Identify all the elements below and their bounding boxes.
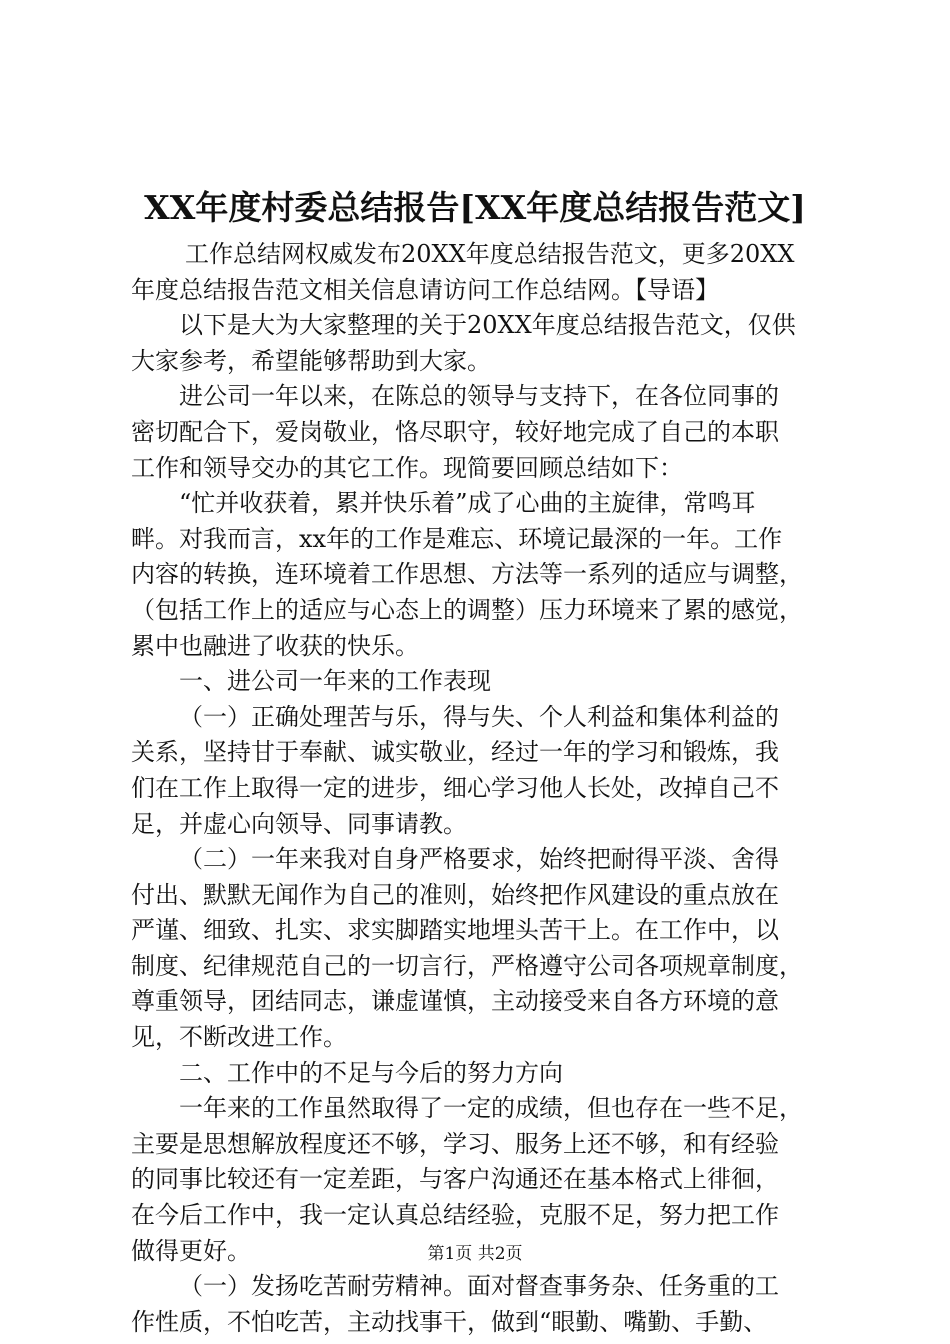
body-line: 付出、默默无闻作为自己的准则，始终把作风建设的重点放在 xyxy=(131,880,779,909)
body-line: 一年来的工作虽然取得了一定的成绩，但也存在一些不足， xyxy=(179,1094,803,1123)
body-line: 关系，坚持甘于奉献、诚实敬业，经过一年的学习和锻炼，我 xyxy=(131,738,779,767)
body-line: 的同事比较还有一定差距，与客户沟通还在基本格式上徘徊， xyxy=(131,1165,779,1194)
document-body xyxy=(131,237,831,1340)
body-line: 进公司一年以来，在陈总的领导与支持下，在各位同事的 xyxy=(179,382,779,411)
document-title: XX年度村委总结报告[XX年度总结报告范文] xyxy=(144,188,806,227)
body-line: 一、进公司一年来的工作表现 xyxy=(179,667,491,696)
body-line: （一）正确处理苦与乐，得与失、个人利益和集体利益的 xyxy=(179,702,779,731)
body-line: 以下是大为大家整理的关于20XX年度总结报告范文，仅供 xyxy=(179,311,796,340)
body-line: 大家参考，希望能够帮助到大家。 xyxy=(131,346,491,375)
body-line: 工作总结网权威发布20XX年度总结报告范文，更多20XX xyxy=(185,240,795,268)
body-line: 们在工作上取得一定的进步，细心学习他人长处，改掉自己不 xyxy=(131,773,779,802)
body-line: 足，并虚心向领导、同事请教。 xyxy=(131,809,467,838)
page-footer: 第1页 共2页 xyxy=(427,1244,523,1264)
body-line: 工作和领导交办的其它工作。现简要回顾总结如下： xyxy=(131,453,683,482)
body-line: 二、工作中的不足与今后的努力方向 xyxy=(179,1058,563,1087)
body-line: 密切配合下，爱岗敬业，恪尽职守，较好地完成了自己的本职 xyxy=(131,417,779,446)
body-line: 尊重领导，团结同志，谦虚谨慎，主动接受来自各方环境的意 xyxy=(131,987,779,1016)
body-line: 主要是思想解放程度还不够，学习、服务上还不够，和有经验 xyxy=(131,1129,779,1158)
body-line: 制度、纪律规范自己的一切言行，严格遵守公司各项规章制度， xyxy=(131,951,803,980)
body-line: 在今后工作中，我一定认真总结经验，克服不足，努力把工作 xyxy=(131,1201,779,1230)
body-line: （包括工作上的适应与心态上的调整）压力环境来了累的感觉， xyxy=(131,595,803,624)
body-line: 做得更好。 xyxy=(131,1236,251,1265)
body-line: “忙并收获着，累并快乐着”成了心曲的主旋律，常鸣耳 xyxy=(179,489,756,518)
body-line: （二）一年来我对自身严格要求，始终把耐得平淡、舍得 xyxy=(179,845,779,874)
body-line: 严谨、细致、扎实、求实脚踏实地埋头苦干上。在工作中，以 xyxy=(131,916,779,945)
body-line: 年度总结报告范文相关信息请访问工作总结网。【导语】 xyxy=(131,275,719,304)
body-line: （一）发扬吃苦耐劳精神。面对督查事务杂、任务重的工 xyxy=(179,1272,779,1301)
body-line: 内容的转换，连环境着工作思想、方法等一系列的适应与调整， xyxy=(131,560,803,589)
body-line: 作性质，不怕吃苦，主动找事干，做到“眼勤、嘴勤、手勤、 xyxy=(131,1307,768,1336)
body-line: 累中也融进了收获的快乐。 xyxy=(131,631,419,660)
body-line: 见，不断改进工作。 xyxy=(131,1023,347,1052)
body-line: 畔。对我而言，xx年的工作是难忘、环境记最深的一年。工作 xyxy=(131,524,783,553)
